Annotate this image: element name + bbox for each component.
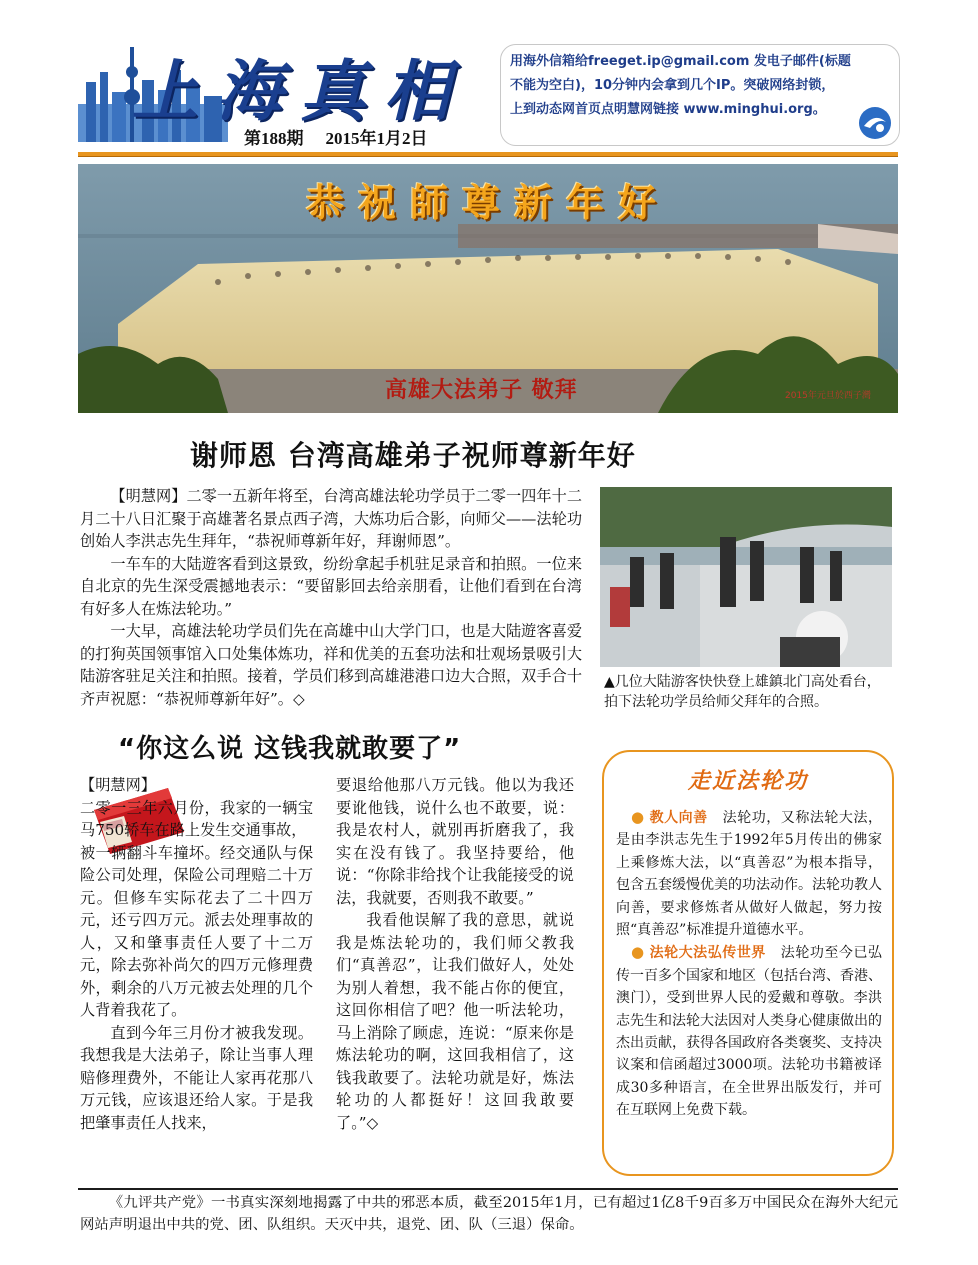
article-2-column-2 — [336, 774, 574, 1134]
bullet-icon: ● — [630, 943, 645, 962]
footer-rule — [78, 1188, 898, 1190]
banner-note: 2015年元旦於西子灣 — [785, 391, 871, 401]
sidebar-item-text: 法轮功，又称法轮大法，是由李洪志先生于1992年5月传出的佛家上乘修炼大法，以“真善忍”为根本指导，包含五套缓慢优美的功法动作。法轮功教人向善，要求修炼者从做好人做起，努力按照“真善忍”标准提升道德水平。 — [616, 810, 882, 939]
sidebar-item — [616, 806, 882, 941]
info-line: 上到动态网首页点明慧网链接 www.minghui.org。 — [510, 102, 826, 117]
sidebar-item-text: 法轮功至今已弘传一百多个国家和地区（包括台湾、香港、澳门），受到世界人民的爱戴和尊敬。李洪志先生和法轮大法因对人类身心健康做出的杰出贡献，获得各国政府各类褒奖、支持决议案和信函超过3000项。法轮功书籍被译成30多种语言，在全世界出版发行，并可在互联网上免费下载。 — [616, 945, 882, 1119]
article-2-paragraph: 二零一三年六月份，我家的一辆宝马750轿车在路上发生交通事故， — [80, 798, 313, 839]
sidebar-item-lead: 教人向善 — [649, 810, 708, 826]
photo-caption: ▲几位大陆游客快快登上雄鎮北门高处看台，拍下法轮功学员给师父拜年的合照。 — [604, 674, 881, 710]
article-1-headline: 谢师恩 台湾高雄弟子祝师尊新年好 — [190, 439, 636, 472]
banner-caption: 高雄大法弟子 敬拜 — [385, 377, 578, 403]
article-2-column-1 — [80, 774, 313, 1134]
issue-line — [244, 124, 428, 149]
ip-info-text — [510, 50, 890, 122]
article-2-paragraph: 我看他误解了我的意思，就说我是炼法轮功的，我们师父教我们“真善忍”，让我们做好人，处处为别人着想，我不能占你的便宜，这回你相信了吧？他一听法轮功，马上消除了顾虑，连说：“原来你是炼法轮功的啊，这回我相信了，这钱我敢要了。法轮功就是好，炼法轮功的人都挺好！这回我敢要了。”◇ — [336, 911, 574, 1132]
issue-number: 第188期 — [244, 129, 304, 148]
sidebar-item-lead: 法轮大法弘传世界 — [649, 945, 766, 962]
info-line: 不能为空白)，10分钟内会拿到几个IP。突破网络封锁， — [510, 78, 835, 93]
sidebar-title: 走近法轮功 — [687, 769, 808, 794]
article-2-lead: 【明慧网】 — [80, 776, 156, 794]
article-1-paragraph: 【明慧网】二零一五新年将至，台湾高雄法轮功学员于二零一四年十二月二十八日汇聚于高雄著名景点西子湾，大炼功后合影，向师父——法轮功创始人李洪志先生拜年，“恭祝师尊新年好，拜谢师恩”。 — [80, 487, 582, 550]
minghui-logo-icon — [858, 106, 892, 140]
issue-date: 2015年1月2日 — [325, 129, 428, 148]
article-1-paragraph: 一大早，高雄法轮功学员们先在高雄中山大学门口，也是大陆遊客喜爱的打狗英国领事馆入口处集体炼功，祥和优美的五套功法和壮观场景吸引大陆游客驻足关注和拍照。接着，学员们移到高雄港港口边大合照，双手合十齐声祝愿：“恭祝师尊新年好”。◇ — [80, 622, 582, 708]
sidebar-item — [616, 941, 882, 1121]
article-2-paragraph: 直到今年三月份才被我发现。我想我是大法弟子，除让当事人理赔修理费外，不能让人家再花那八万元钱，应该退还给人家。于是我把肇事责任人找来， — [80, 1023, 313, 1132]
banner-title: 恭祝師尊新年好 — [305, 180, 670, 225]
sidebar-body — [616, 806, 882, 1122]
masthead-rule — [78, 152, 898, 157]
footer-notice — [80, 1192, 898, 1236]
article-2-paragraph: 被一辆翻斗车撞坏。经交通队与保险公司处理，保险公司理赔二十万元。但修车实际花去了二十四万元，还亏四万元。派去处理事故的人，又和肇事责任人要了十二万元，除去弥补尚欠的四万元修理费外，剩余的八万元被去处理的几个人背着我花了。 — [80, 843, 313, 1019]
article-1-paragraph: 一车车的大陆遊客看到这景致，纷纷拿起手机驻足录音和拍照。一位来自北京的先生深受震撼地表示：“要留影回去给亲朋看，让他们看到在台湾有好多人在炼法轮功。” — [80, 554, 582, 618]
tourists-photo — [600, 487, 892, 667]
article-2-headline: “你这么说 这钱我就敢要了” — [118, 734, 462, 764]
info-line: 用海外信箱给freeget.ip@gmail.com 发电子邮件(标题 — [510, 54, 851, 69]
article-2-paragraph: 要退给他那八万元钱。他以为我还要讹他钱，说什么也不敢要，说：我是农村人，就别再折磨我了，我实在没有钱了。我坚持要给，他说：“你除非给找个让我能接受的说法，我就要，否则我不敢要。” — [336, 776, 574, 907]
masthead-title: 上海真相 — [132, 52, 468, 130]
footer-paragraph: 《九评共产党》一书真实深刻地揭露了中共的邪恶本质，截至2015年1月，已有超过1亿8千9百多万中国民众在海外大纪元网站声明退出中共的党、团、队组织。天灭中共，退党、团、队（三退）保命。 — [80, 1195, 898, 1233]
bullet-icon: ● — [630, 808, 645, 826]
article-1-body — [80, 485, 582, 710]
